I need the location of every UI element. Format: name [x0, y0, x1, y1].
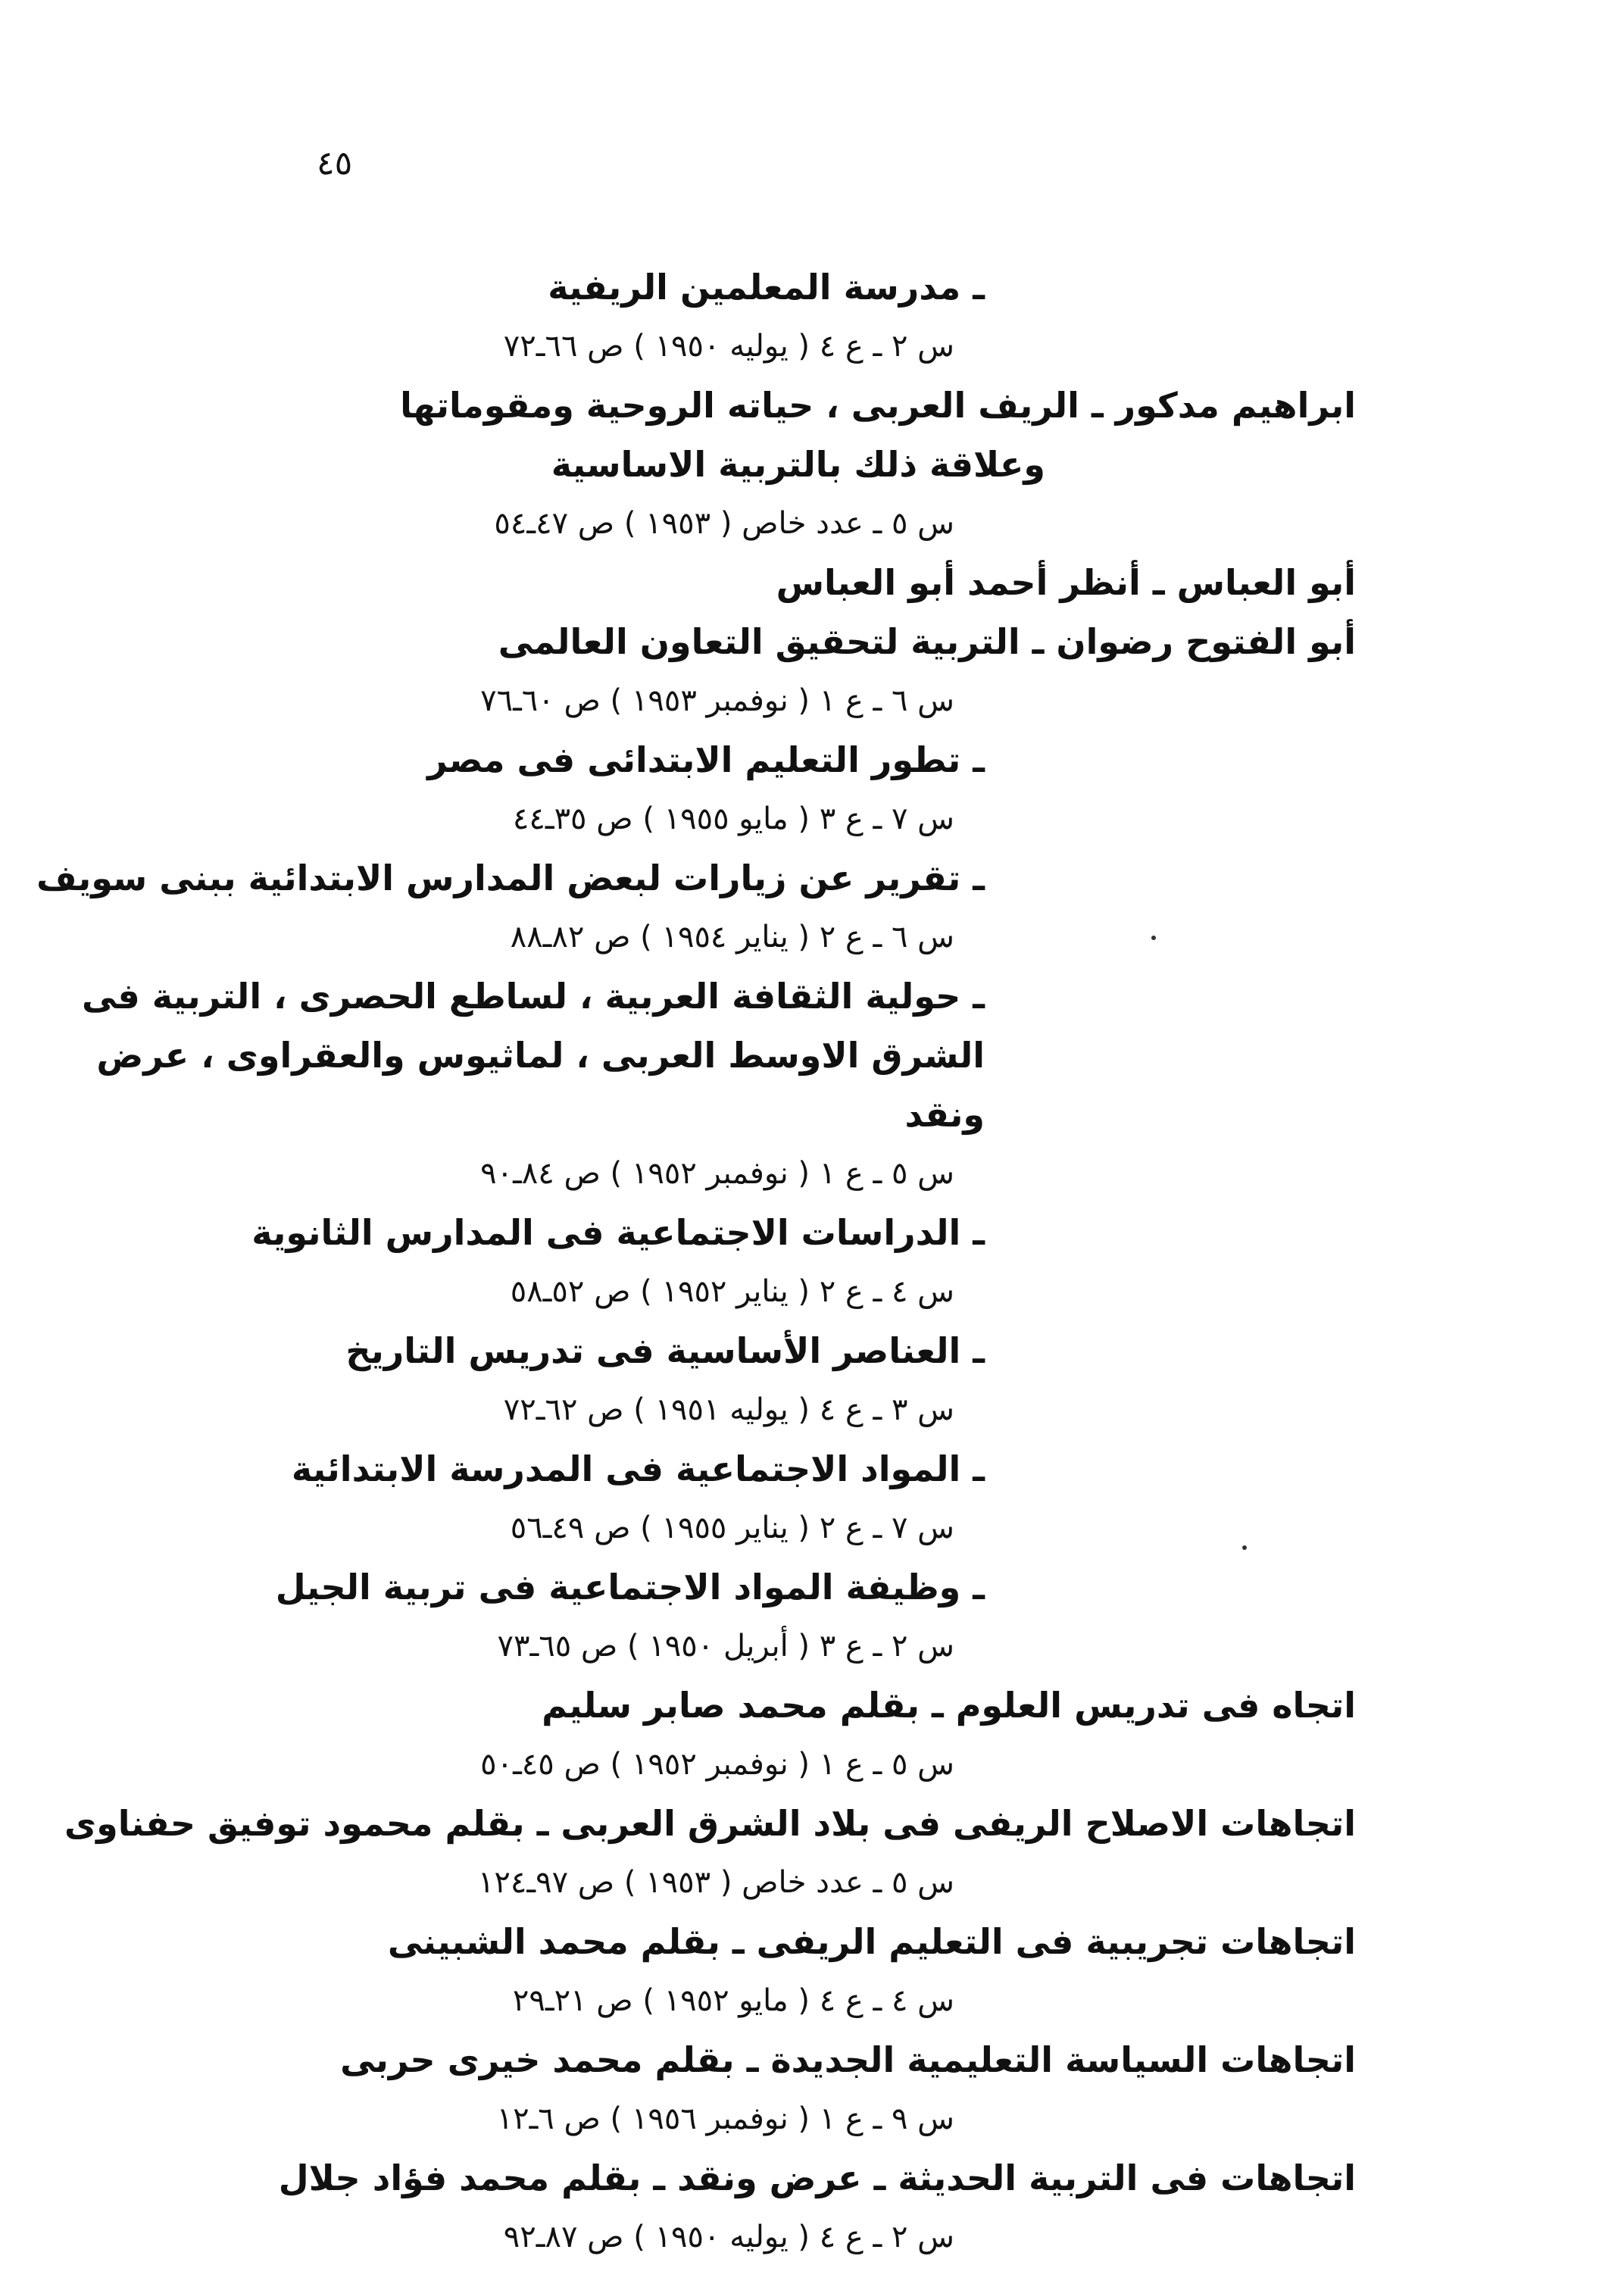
entry-citation-line: س ٤ ـ ع ٤ ( مايو ١٩٥٢ ) ص ٢١ـ٢٩ [512, 1983, 954, 2018]
entry-citation-line: س ٥ ـ عدد خاص ( ١٩٥٣ ) ص ٩٧ـ١٢٤ [477, 1865, 954, 1900]
entry-citation-line: س ٢ ـ ع ٤ ( يوليه ١٩٥٠ ) ص ٦٦ـ٧٢ [503, 329, 954, 364]
entry-citation-line: س ٥ ـ عدد خاص ( ١٩٥٣ ) ص ٤٧ـ٥٤ [494, 506, 954, 541]
index-entries [36, 258, 1356, 2267]
speck-mark [1151, 936, 1156, 940]
entry-title-line: ـ العناصر الأساسية فى تدريس التاريخ [345, 1330, 985, 1371]
entry-title-line: ـ المواد الاجتماعية فى المدرسة الابتدائية [291, 1448, 985, 1489]
entry-title-line: ـ حولية الثقافة العربية ، لساطع الحصرى ، التربية فى [82, 976, 985, 1017]
entry-title-line: اتجاهات تجريبية فى التعليم الريفى ـ بقلم محمد الشبينى [387, 1921, 1356, 1962]
entry-citation-line: س ٣ ـ ع ٤ ( يوليه ١٩٥١ ) ص ٦٢ـ٧٢ [503, 1392, 954, 1427]
entry-citation-line: س ٩ ـ ع ١ ( نوفمبر ١٩٥٦ ) ص ٦ـ١٢ [496, 2101, 954, 2136]
entry-title-line: ـ مدرسة المعلمين الريفية [548, 267, 985, 308]
entry-title-line: ونقد [904, 1094, 985, 1135]
entry-title-line: وعلاقة ذلك بالتربية الاساسية [551, 444, 1045, 485]
entry-title-line: الشرق الاوسط العربى ، لماثيوس والعقراوى ، عرض [96, 1035, 985, 1076]
entry-citation-line: س ٧ ـ ع ٢ ( يناير ١٩٥٥ ) ص ٤٩ـ٥٦ [510, 1511, 954, 1545]
entry-citation-line: س ٢ ـ ع ٣ ( أبريل ١٩٥٠ ) ص ٦٥ـ٧٣ [497, 1629, 954, 1664]
entry-title-line: أبو الفتوح رضوان ـ التربية لتحقيق التعاون العالمى [498, 621, 1356, 662]
entry-title-line: اتجاهات السياسة التعليمية الجديدة ـ بقلم محمد خيرى حربى [340, 2039, 1356, 2080]
entry-title-line: أبو العباس ـ أنظر أحمد أبو العباس [776, 562, 1356, 603]
entry-citation-line: س ٦ ـ ع ١ ( نوفمبر ١٩٥٣ ) ص ٦٠ـ٧٦ [480, 683, 954, 718]
entry-title-line: ـ الدراسات الاجتماعية فى المدارس الثانوية [251, 1212, 985, 1253]
entry-citation-line: س ٤ ـ ع ٢ ( يناير ١٩٥٢ ) ص ٥٢ـ٥٨ [510, 1274, 954, 1309]
entry-title-line: ـ وظيفة المواد الاجتماعية فى تربية الجيل [275, 1567, 985, 1608]
entry-citation-line: س ٥ ـ ع ١ ( نوفمبر ١٩٥٢ ) ص ٨٤ـ٩٠ [480, 1156, 954, 1191]
entry-title-line: ابراهيم مدكور ـ الريف العربى ، حياته الروحية ومقوماتها [400, 385, 1356, 426]
speck-mark [1242, 1545, 1247, 1550]
entry-title-line: اتجاهات الاصلاح الريفى فى بلاد الشرق العربى ـ بقلم محمود توفيق حفناوى [64, 1803, 1356, 1844]
entry-title-line: اتجاه فى تدريس العلوم ـ بقلم محمد صابر سليم [542, 1685, 1356, 1726]
page-number: ٤٥ [317, 144, 353, 183]
entry-citation-line: س ٢ ـ ع ٤ ( يوليه ١٩٥٠ ) ص ٨٧ـ٩٢ [503, 2220, 954, 2254]
entry-title-line: ـ تقرير عن زيارات لبعض المدارس الابتدائية ببنى سويف [36, 858, 985, 898]
entry-citation-line: س ٥ ـ ع ١ ( نوفمبر ١٩٥٢ ) ص ٤٥ـ٥٠ [480, 1747, 954, 1782]
entry-citation-line: س ٦ ـ ع ٢ ( يناير ١٩٥٤ ) ص ٨٢ـ٨٨ [510, 920, 954, 955]
entry-title-line: ـ تطور التعليم الابتدائى فى مصر [427, 739, 985, 780]
entry-citation-line: س ٧ ـ ع ٣ ( مايو ١٩٥٥ ) ص ٣٥ـ٤٤ [512, 801, 954, 836]
entry-title-line: اتجاهات فى التربية الحديثة ـ عرض ونقد ـ بقلم محمد فؤاد جلال [278, 2157, 1356, 2198]
